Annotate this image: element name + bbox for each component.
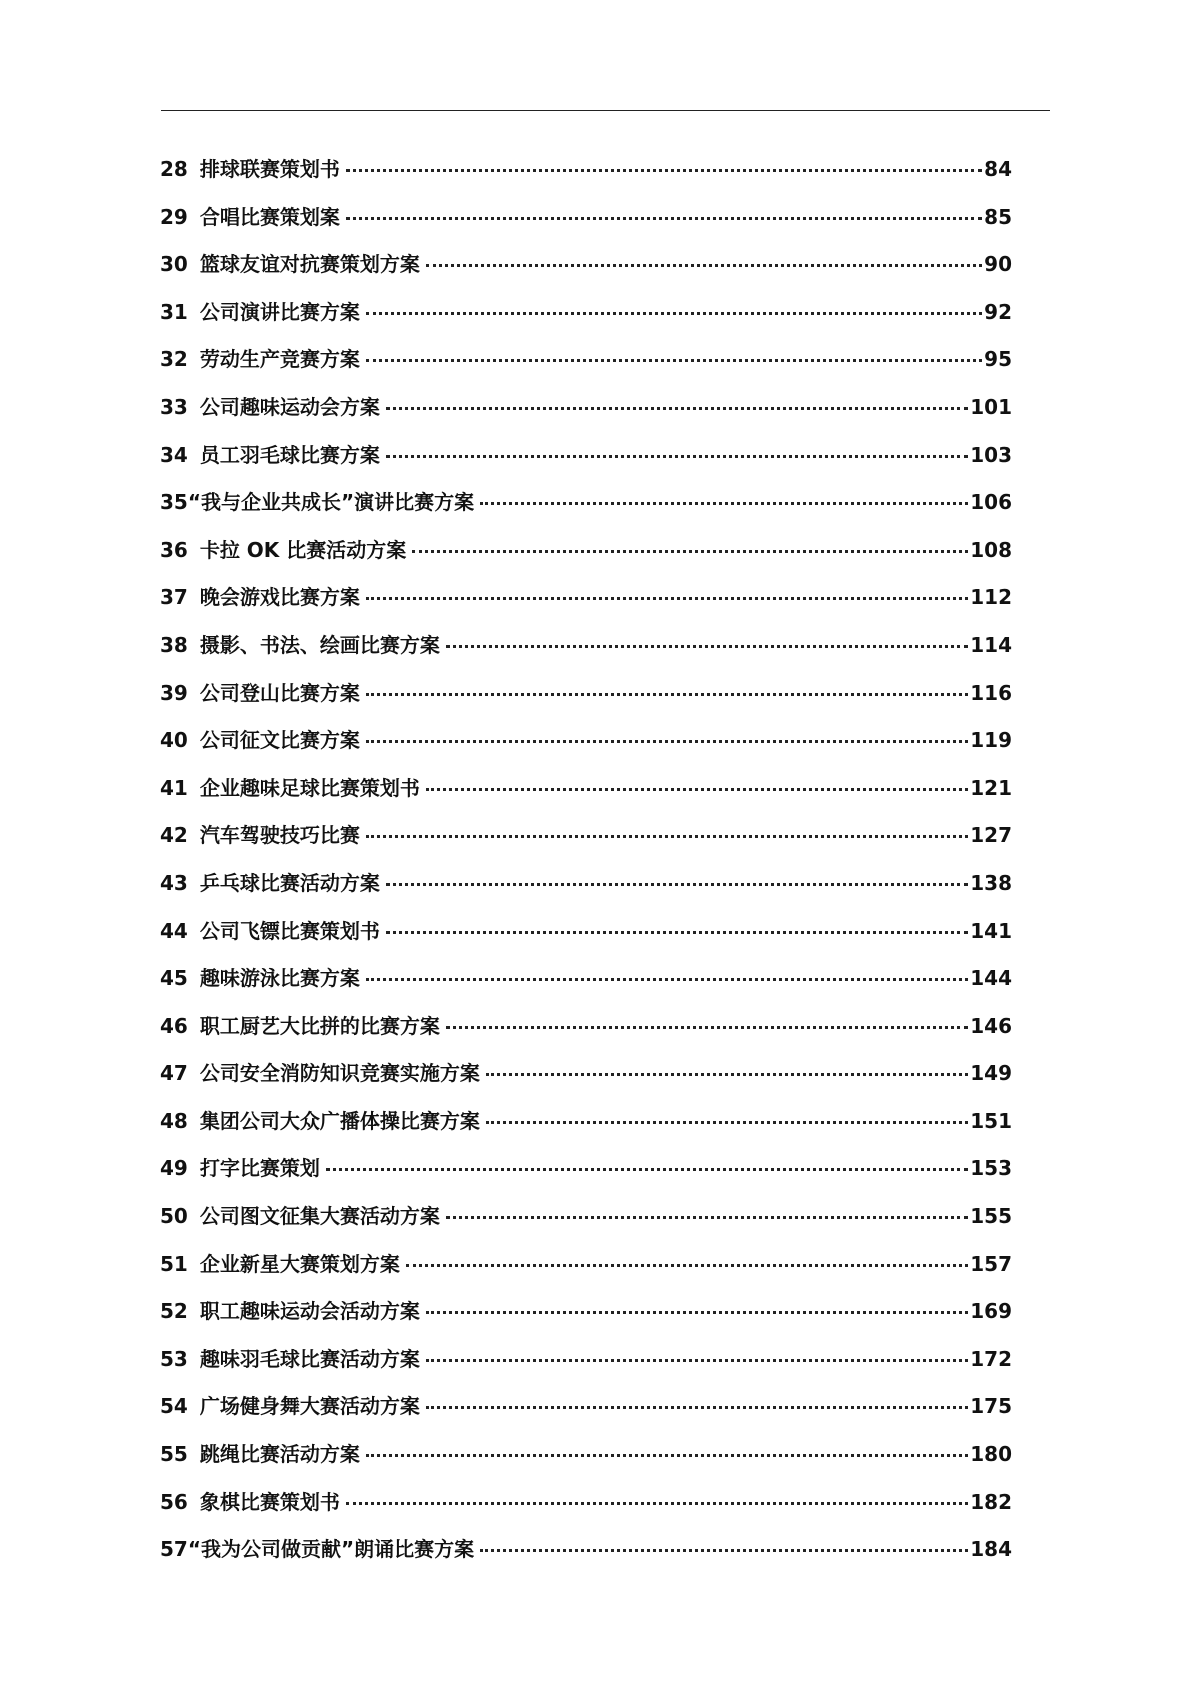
toc-entry-page-number: 184 bbox=[970, 1537, 1012, 1562]
toc-dot-leader bbox=[446, 1212, 968, 1219]
toc-dot-leader bbox=[366, 689, 968, 696]
toc-dot-leader bbox=[480, 498, 968, 505]
toc-entry-page-number: 146 bbox=[970, 1013, 1012, 1038]
toc-entry-title: 摄影、书法、绘画比赛方案 bbox=[199, 632, 440, 657]
toc-entry-number: 43 bbox=[160, 870, 188, 895]
toc-dot-leader bbox=[366, 831, 968, 838]
toc-entry[interactable] bbox=[160, 622, 1012, 670]
toc-entry[interactable] bbox=[160, 1241, 1012, 1289]
toc-entry-page-number: 157 bbox=[970, 1251, 1012, 1276]
toc-entry-page-number: 101 bbox=[970, 394, 1012, 419]
toc-entry-title: 晚会游戏比赛方案 bbox=[199, 585, 360, 610]
toc-entry-number: 37 bbox=[160, 585, 188, 610]
toc-entry-title: 乒乓球比赛活动方案 bbox=[199, 870, 380, 895]
toc-entry[interactable] bbox=[160, 194, 1012, 242]
toc-dot-leader bbox=[366, 1450, 968, 1457]
toc-dot-leader bbox=[426, 1307, 968, 1314]
toc-entry[interactable] bbox=[160, 717, 1012, 765]
toc-entry-page-number: 169 bbox=[970, 1299, 1012, 1324]
toc-entry-title: 职工趣味运动会活动方案 bbox=[199, 1299, 420, 1324]
toc-entry-page-number: 119 bbox=[970, 728, 1012, 753]
toc-entry-page-number: 106 bbox=[970, 490, 1012, 515]
toc-entry-page-number: 151 bbox=[970, 1108, 1012, 1133]
toc-entry[interactable] bbox=[160, 1479, 1012, 1527]
toc-entry-number: 56 bbox=[160, 1489, 188, 1514]
toc-entry-title: 职工厨艺大比拼的比赛方案 bbox=[199, 1013, 440, 1038]
toc-entry-number: 57 bbox=[160, 1537, 188, 1562]
header-rule bbox=[161, 110, 1050, 111]
toc-entry-number: 28 bbox=[160, 157, 188, 181]
toc-entry-page-number: 85 bbox=[984, 204, 1012, 229]
toc-entry[interactable] bbox=[160, 1145, 1012, 1193]
toc-entry-title: 公司安全消防知识竞赛实施方案 bbox=[199, 1061, 480, 1086]
toc-dot-leader bbox=[426, 1402, 968, 1409]
toc-entry-title: 企业新星大赛策划方案 bbox=[199, 1251, 400, 1276]
toc-entry-page-number: 144 bbox=[970, 966, 1012, 991]
toc-entry-number: 36 bbox=[160, 537, 188, 562]
toc-entry-number: 38 bbox=[160, 632, 188, 657]
toc-entry-page-number: 172 bbox=[970, 1346, 1012, 1371]
toc-entry[interactable] bbox=[160, 812, 1012, 860]
toc-entry-title: “我与企业共成长”演讲比赛方案 bbox=[187, 490, 475, 515]
toc-entry-number: 51 bbox=[160, 1251, 188, 1276]
toc-entry-title: 汽车驾驶技巧比赛 bbox=[199, 823, 360, 848]
toc-entry[interactable] bbox=[160, 1050, 1012, 1098]
toc-dot-leader bbox=[446, 1022, 968, 1029]
toc-dot-leader bbox=[406, 1260, 968, 1267]
toc-entry[interactable] bbox=[160, 908, 1012, 956]
toc-entry-number: 49 bbox=[160, 1156, 188, 1181]
toc-entry[interactable] bbox=[160, 1383, 1012, 1431]
toc-entry-title: 集团公司大众广播体操比赛方案 bbox=[199, 1108, 480, 1133]
toc-entry-title: 企业趣味足球比赛策划书 bbox=[199, 775, 420, 800]
toc-entry-page-number: 175 bbox=[970, 1394, 1012, 1419]
toc-dot-leader bbox=[346, 213, 982, 220]
toc-entry-number: 32 bbox=[160, 347, 188, 372]
toc-entry-page-number: 108 bbox=[970, 537, 1012, 562]
toc-entry-number: 48 bbox=[160, 1108, 188, 1133]
toc-dot-leader bbox=[366, 355, 982, 362]
toc-dot-leader bbox=[366, 593, 968, 600]
toc-dot-leader bbox=[366, 974, 968, 981]
toc-dot-leader bbox=[412, 546, 968, 553]
toc-entry[interactable] bbox=[160, 860, 1012, 908]
toc-entry-title: 公司趣味运动会方案 bbox=[199, 394, 380, 419]
toc-entry[interactable] bbox=[160, 1336, 1012, 1384]
toc-entry-title: 跳绳比赛活动方案 bbox=[199, 1442, 360, 1467]
toc-entry[interactable] bbox=[160, 1288, 1012, 1336]
toc-entry-title: 卡拉 OK 比赛活动方案 bbox=[199, 537, 407, 562]
toc-entry-number: 54 bbox=[160, 1394, 188, 1419]
toc-entry[interactable] bbox=[160, 955, 1012, 1003]
toc-entry-title: 趣味游泳比赛方案 bbox=[199, 966, 360, 991]
toc-entry-title: 公司征文比赛方案 bbox=[199, 728, 360, 753]
toc-entry-number: 55 bbox=[160, 1442, 188, 1467]
toc-entry-number: 30 bbox=[160, 252, 188, 277]
toc-entry[interactable] bbox=[160, 1098, 1012, 1146]
toc-entry-page-number: 95 bbox=[984, 347, 1012, 372]
toc-dot-leader bbox=[386, 879, 968, 886]
toc-dot-leader bbox=[346, 1498, 968, 1505]
toc-entry-number: 29 bbox=[160, 204, 188, 229]
toc-entry[interactable] bbox=[160, 1526, 1012, 1574]
toc-entry-page-number: 153 bbox=[970, 1156, 1012, 1181]
toc-dot-leader bbox=[486, 1117, 968, 1124]
toc-dot-leader bbox=[386, 451, 968, 458]
toc-entry-page-number: 90 bbox=[984, 252, 1012, 277]
toc-entry-page-number: 149 bbox=[970, 1061, 1012, 1086]
toc-entry-number: 35 bbox=[160, 490, 188, 515]
toc-entry-page-number: 116 bbox=[970, 680, 1012, 705]
toc-entry-title: 公司演讲比赛方案 bbox=[199, 299, 360, 324]
toc-dot-leader bbox=[386, 403, 968, 410]
toc-entry[interactable] bbox=[160, 384, 1012, 432]
toc-entry-number: 47 bbox=[160, 1061, 188, 1086]
toc-entry-number: 34 bbox=[160, 442, 188, 467]
toc-entry-title: “我为公司做贡献”朗诵比赛方案 bbox=[187, 1537, 475, 1562]
toc-entry-page-number: 112 bbox=[970, 585, 1012, 610]
toc-entry-number: 41 bbox=[160, 775, 188, 800]
toc-entry-page-number: 84 bbox=[984, 157, 1012, 181]
toc-dot-leader bbox=[426, 784, 968, 791]
toc-entry-number: 42 bbox=[160, 823, 188, 848]
toc-dot-leader bbox=[366, 308, 982, 315]
toc-entry[interactable] bbox=[160, 1193, 1012, 1241]
toc-dot-leader bbox=[486, 1069, 968, 1076]
toc-entry[interactable] bbox=[160, 1431, 1012, 1479]
toc-entry-page-number: 155 bbox=[970, 1204, 1012, 1229]
toc-dot-leader bbox=[446, 641, 968, 648]
toc-entry[interactable] bbox=[160, 146, 1012, 194]
toc-entry-title: 打字比赛策划 bbox=[199, 1156, 320, 1181]
toc-entry-number: 33 bbox=[160, 394, 188, 419]
toc-entry-number: 44 bbox=[160, 918, 188, 943]
toc-entry[interactable] bbox=[160, 574, 1012, 622]
toc-dot-leader bbox=[426, 260, 982, 267]
toc-entry[interactable] bbox=[160, 765, 1012, 813]
toc-entry-title: 象棋比赛策划书 bbox=[199, 1489, 340, 1514]
toc-entry-title: 合唱比赛策划案 bbox=[199, 204, 340, 229]
toc-entry-number: 50 bbox=[160, 1204, 188, 1229]
toc-entry-title: 篮球友谊对抗赛策划方案 bbox=[199, 252, 420, 277]
toc-entry[interactable] bbox=[160, 527, 1012, 575]
toc-entry[interactable] bbox=[160, 289, 1012, 337]
toc-dot-leader bbox=[366, 736, 968, 743]
toc-entry-title: 劳动生产竞赛方案 bbox=[199, 347, 360, 372]
toc-entry-number: 31 bbox=[160, 299, 188, 324]
toc-dot-leader bbox=[386, 927, 968, 934]
toc-entry-page-number: 138 bbox=[970, 870, 1012, 895]
toc-entry-title: 排球联赛策划书 bbox=[199, 157, 340, 181]
toc-entry[interactable] bbox=[160, 1003, 1012, 1051]
toc-entry-number: 46 bbox=[160, 1013, 188, 1038]
toc-entry-page-number: 92 bbox=[984, 299, 1012, 324]
toc-entry-page-number: 114 bbox=[970, 632, 1012, 657]
table-of-contents bbox=[160, 146, 1012, 1574]
toc-entry-number: 45 bbox=[160, 966, 188, 991]
toc-entry[interactable] bbox=[160, 432, 1012, 480]
toc-dot-leader bbox=[480, 1545, 968, 1552]
toc-entry-title: 员工羽毛球比赛方案 bbox=[199, 442, 380, 467]
toc-entry[interactable] bbox=[160, 336, 1012, 384]
toc-entry-title: 公司飞镖比赛策划书 bbox=[199, 918, 380, 943]
toc-entry[interactable] bbox=[160, 241, 1012, 289]
toc-entry-page-number: 127 bbox=[970, 823, 1012, 848]
toc-entry-page-number: 180 bbox=[970, 1442, 1012, 1467]
toc-entry-page-number: 141 bbox=[970, 918, 1012, 943]
toc-entry-page-number: 121 bbox=[970, 775, 1012, 800]
toc-entry-number: 40 bbox=[160, 728, 188, 753]
toc-dot-leader bbox=[346, 165, 982, 172]
toc-entry[interactable] bbox=[160, 670, 1012, 718]
toc-entry-number: 53 bbox=[160, 1346, 188, 1371]
toc-entry-page-number: 103 bbox=[970, 442, 1012, 467]
toc-entry-title: 公司登山比赛方案 bbox=[199, 680, 360, 705]
toc-entry-title: 广场健身舞大赛活动方案 bbox=[199, 1394, 420, 1419]
toc-dot-leader bbox=[326, 1164, 968, 1171]
toc-entry-title: 公司图文征集大赛活动方案 bbox=[199, 1204, 440, 1229]
toc-entry-number: 39 bbox=[160, 680, 188, 705]
toc-dot-leader bbox=[426, 1355, 968, 1362]
toc-entry-title: 趣味羽毛球比赛活动方案 bbox=[199, 1346, 420, 1371]
toc-entry[interactable] bbox=[160, 479, 1012, 527]
toc-entry-number: 52 bbox=[160, 1299, 188, 1324]
toc-entry-page-number: 182 bbox=[970, 1489, 1012, 1514]
